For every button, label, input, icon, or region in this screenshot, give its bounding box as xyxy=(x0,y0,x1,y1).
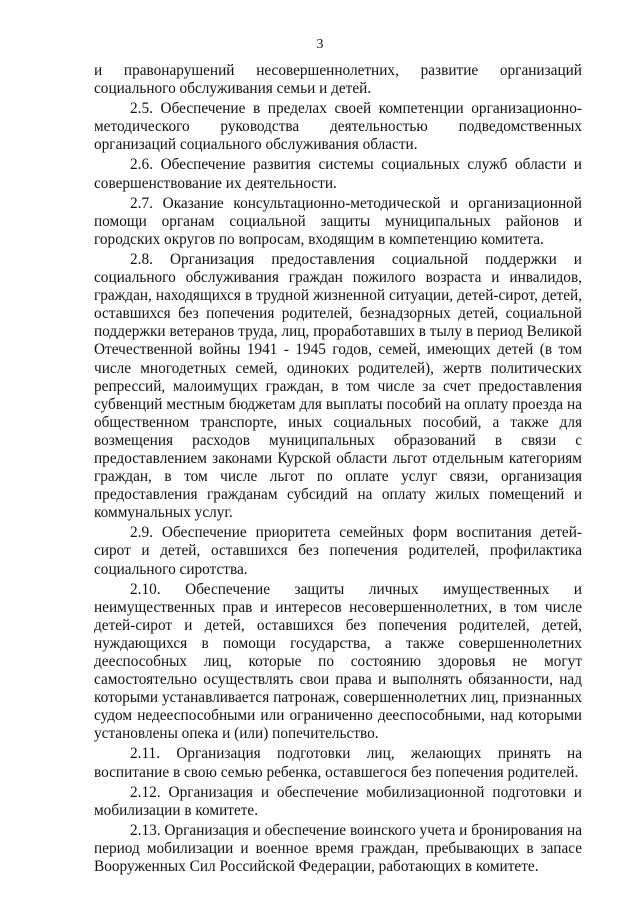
paragraph-2-8: 2.8. Организация предоставления социальной поддержки и социального обслуживания граждан пожилого возраста и инвалидов, граждан, находящихся в трудной жизненной ситуации, детей-сирот, детей, оставшихся без попечения родителей, безнадзорных детей, социальной поддержки ветеранов труда, лиц, проработавших в тылу в период Великой Отечественной войны 1941 - 1945 годов, семей, имеющих детей (в том числе многодетных семей, одиноких родителей), жертв политических репрессий, малоимущих граждан, в том числе за счет предоставления субвенций местным бюджетам для выплаты пособий на оплату проезда на общественном транспорте, иных социальных пособий, а также для возмещения расходов муниципальных образований в связи с предоставлением законами Курской области льгот отдельным категориям граждан, в том числе льгот по оплате услуг связи, организация предоставления гражданам субсидий на оплату жилых помещений и коммунальных услуг. xyxy=(94,250,582,522)
paragraph-2-9: 2.9. Обеспечение приоритета семейных форм воспитания детей-сирот и детей, оставшихся без попечения родителей, профилактика социального сиротства. xyxy=(94,524,582,578)
paragraph-2-13: 2.13. Организация и обеспечение воинского учета и бронирования на период мобилизации и военное время граждан, пребывающих в запасе Вооруженных Сил Российской Федерации, работающих в комитете. xyxy=(94,821,582,876)
paragraph-2-11: 2.11. Организация подготовки лиц, желающих принять на воспитание в свою семью ребенка, оставшегося без попечения родителей. xyxy=(94,745,582,781)
paragraph-2-7: 2.7. Оказание консультационно-методической и организационной помощи органам социальной защиты муниципальных районов и городских округов по вопросам, входящим в компетенцию комитета. xyxy=(94,194,582,248)
paragraph-2-5: 2.5. Обеспечение в пределах своей компетенции организационно-методического руководства деятельностью подведомственных организаций социального обслуживания области. xyxy=(94,100,582,154)
paragraph-2-12: 2.12. Организация и обеспечение мобилизационной подготовки и мобилизации в комитете. xyxy=(94,783,582,819)
page-number: 3 xyxy=(316,37,324,52)
paragraph-continuation: и правонарушений несовершеннолетних, развитие организаций социального обслуживания семьи и детей. xyxy=(94,62,582,98)
paragraph-2-10: 2.10. Обеспечение защиты личных имущественных и неимущественных прав и интересов несовершеннолетних, в том числе детей-сирот и детей, оставшихся без попечения родителей, детей, нуждающихся в помощи государства, а также совершеннолетних дееспособных лиц, которые по состоянию здоровья не могут самостоятельно осуществлять свои права и выполнять обязанности, над которыми устанавливается патронаж, совершеннолетних лиц, признанных судом недееспособными или ограниченно дееспособными, над которыми установлены опека и (или) попечительство. xyxy=(94,580,582,743)
paragraph-2-6: 2.6. Обеспечение развития системы социальных служб области и совершенствование их деятельности. xyxy=(94,156,582,192)
document-body xyxy=(94,62,582,878)
